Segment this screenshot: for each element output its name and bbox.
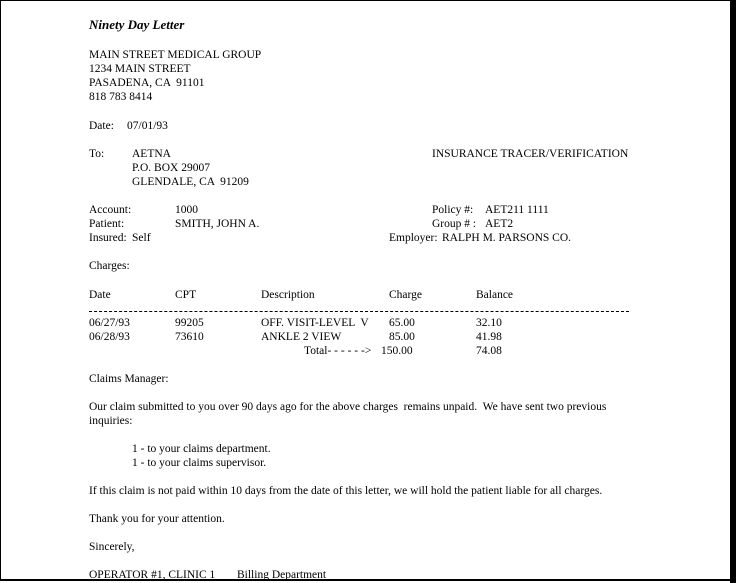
- letter-title: Ninety Day Letter: [89, 17, 185, 32]
- row1-date: 06/27/93: [89, 317, 130, 329]
- row2-balance: 41.98: [476, 331, 502, 343]
- group-label: Group # :: [432, 218, 477, 230]
- row1-description: OFF. VISIT-LEVEL V: [261, 317, 369, 329]
- employer-label: Employer:: [389, 232, 438, 244]
- total-label: Total- - - - - ->: [304, 345, 372, 357]
- sender-street: 1234 MAIN STREET: [89, 63, 191, 75]
- to-name: AETNA: [132, 148, 171, 160]
- row2-description: ANKLE 2 VIEW: [261, 331, 342, 343]
- sender-name: MAIN STREET MEDICAL GROUP: [89, 49, 262, 61]
- to-dept: INSURANCE TRACER/VERIFICATION: [432, 148, 629, 160]
- group-value: AET2: [485, 218, 514, 230]
- row2-charge: 85.00: [389, 331, 415, 343]
- thanks-line: Thank you for your attention.: [89, 513, 225, 525]
- to-box: P.O. BOX 29007: [132, 162, 210, 174]
- insured-value: Self: [132, 232, 151, 244]
- operator-signature: OPERATOR #1, CLINIC 1: [89, 569, 216, 581]
- total-balance: 74.08: [476, 345, 502, 357]
- row1-balance: 32.10: [476, 317, 502, 329]
- inquiry-1: 1 - to your claims department.: [132, 443, 271, 455]
- sender-city: PASADENA, CA 91101: [89, 77, 205, 89]
- row2-date: 06/28/93: [89, 331, 130, 343]
- to-label: To:: [89, 148, 105, 160]
- salutation: Claims Manager:: [89, 373, 169, 385]
- charges-label: Charges:: [89, 260, 130, 272]
- header-date: Date: [89, 289, 111, 301]
- to-city: GLENDALE, CA 91209: [132, 176, 249, 188]
- row1-cpt: 99205: [175, 317, 204, 329]
- header-cpt: CPT: [175, 289, 197, 301]
- department-signature: Billing Department: [237, 569, 327, 581]
- paragraph-2: If this claim is not paid within 10 days from the date of this letter, we will hold the patient liable for all charges.: [89, 485, 603, 497]
- policy-value: AET211 1111: [485, 204, 549, 216]
- employer-value: RALPH M. PARSONS CO.: [442, 232, 571, 244]
- paragraph-1-line-1: Our claim submitted to you over 90 days ago for the above charges remains unpaid. We have sent two previous: [89, 401, 607, 413]
- account-label: Account:: [89, 204, 132, 216]
- total-charge: 150.00: [381, 345, 413, 357]
- sender-phone: 818 783 8414: [89, 91, 153, 103]
- policy-label: Policy #:: [432, 204, 474, 216]
- account-value: 1000: [175, 204, 198, 216]
- row2-cpt: 73610: [175, 331, 204, 343]
- closing: Sincerely,: [89, 541, 135, 553]
- paragraph-1-line-2: inquiries:: [89, 415, 133, 427]
- header-balance: Balance: [476, 289, 514, 301]
- date-value: 07/01/93: [127, 120, 168, 132]
- patient-value: SMITH, JOHN A.: [175, 218, 260, 230]
- patient-label: Patient:: [89, 218, 125, 230]
- date-label: Date:: [89, 120, 114, 132]
- row1-charge: 65.00: [389, 317, 415, 329]
- window-edge: [730, 0, 736, 583]
- table-rule: [89, 311, 629, 312]
- inquiry-2: 1 - to your claims supervisor.: [132, 457, 267, 469]
- insured-label: Insured:: [89, 232, 127, 244]
- header-charge: Charge: [389, 289, 423, 301]
- header-description: Description: [261, 289, 315, 301]
